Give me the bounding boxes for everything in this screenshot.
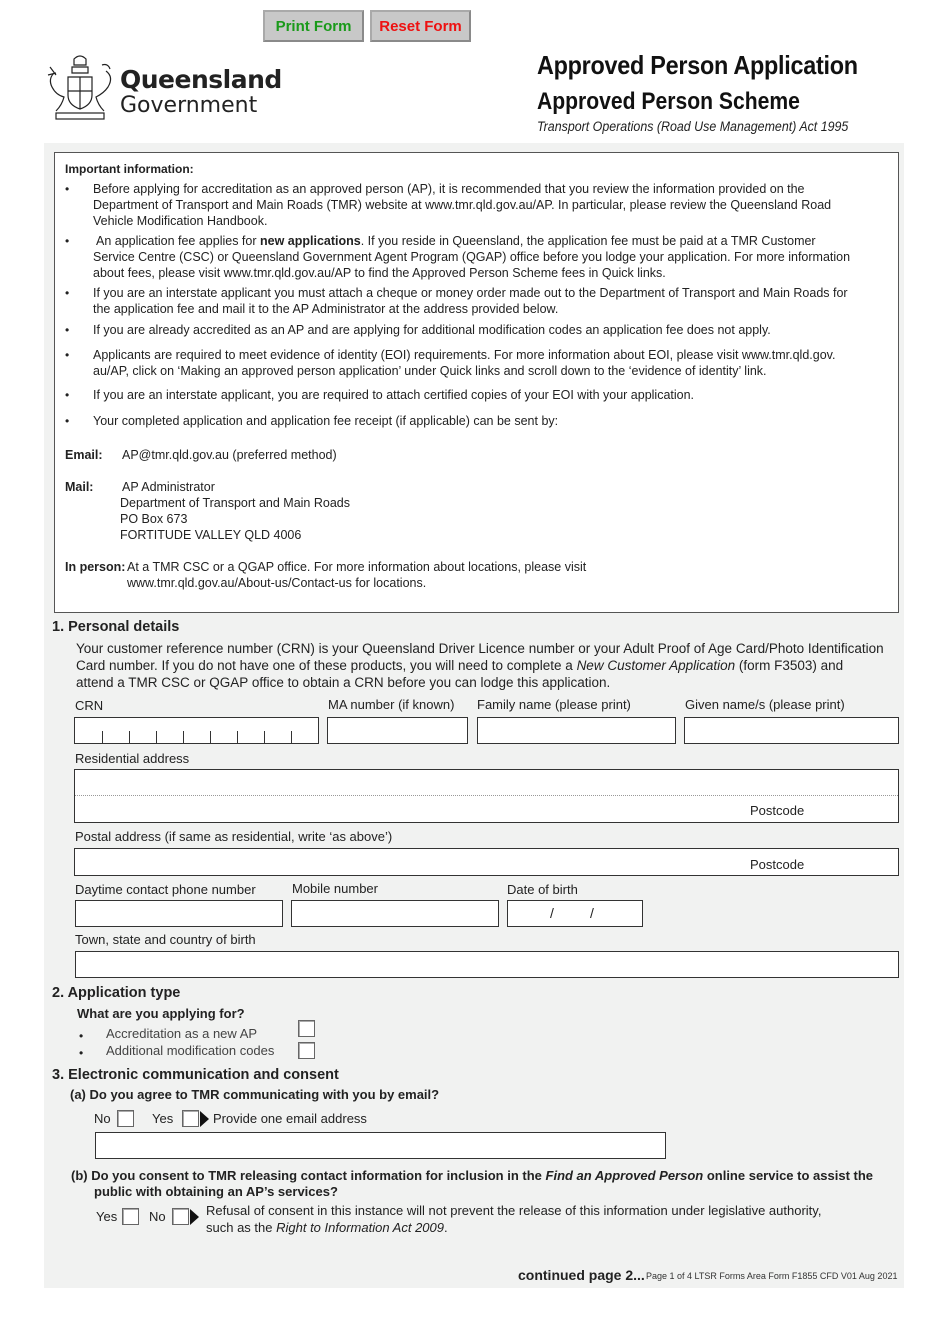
crn-digit-divider [210,731,211,743]
info-bullet-1-line-1: Before applying for accreditation as an approved person (AP), it is recommended that you review the information provided on the [93,182,805,196]
question-a-no-checkbox[interactable] [117,1110,134,1127]
bullet-icon: • [65,323,70,337]
info-heading: Important information: [65,162,194,176]
question-b-yes-label: Yes [96,1209,118,1224]
crn-digit-divider [129,731,130,743]
question-a: (a) Do you agree to TMR communicating with you by email? [70,1087,440,1102]
daytime-phone-input[interactable] [75,900,283,927]
mail-line-4: FORTITUDE VALLEY QLD 4006 [120,528,302,542]
info-bullet-7-line-1: Your completed application and application fee receipt (if applicable) can be sent by: [93,414,559,428]
reset-form-button[interactable]: Reset Form [370,10,471,42]
question-b-yes-checkbox[interactable] [122,1208,139,1225]
family-name-label: Family name (please print) [477,697,631,712]
crn-digit-divider [264,731,265,743]
given-names-label: Given name/s (please print) [685,697,845,712]
section-1-heading: 1. Personal details [52,619,180,635]
info-bullet-2-line-3: about fees, please visit www.tmr.qld.gov.au/AP to find the Approved Person Scheme fees in Quick links. [93,266,666,280]
info-bullet-2-line-1: An application fee applies for new applications. If you reside in Queensland, the application fee must be paid at a TMR Customer [96,234,816,248]
form-metadata: Page 1 of 4 LTSR Forms Area Form F1855 CFD V01 Aug 2021 [646,1271,898,1281]
bullet-icon: • [65,388,70,402]
arrow-right-icon [190,1209,199,1225]
crn-label: CRN [75,698,104,713]
bullet-icon: • [65,348,70,362]
dob-separator: / [550,905,554,921]
info-bullet-6-line-1: If you are an interstate applicant, you are required to attach certified copies of your EOI with your application. [93,388,695,402]
address-line-divider [75,795,898,796]
question-b-line-2: public with obtaining an AP’s services? [94,1184,338,1199]
info-bullet-3-line-2: the application fee and mail it to the AP Administrator at the address provided below. [93,302,559,316]
crn-digit-divider [183,731,184,743]
logo-text-government: Government [120,93,258,118]
info-bullet-1-line-2: Department of Transport and Main Roads (TMR) website at www.tmr.qld.gov.au/AP. In particular, please review the Queensland Road [93,198,832,212]
info-bullet-1-line-3: Vehicle Modification Handbook. [93,214,268,228]
email-address: AP@tmr.qld.gov.au (preferred method) [122,448,337,462]
email-address-input[interactable] [95,1132,666,1159]
family-name-input[interactable] [477,717,676,744]
bullet-icon: • [65,234,70,248]
daytime-phone-label: Daytime contact phone number [75,882,256,897]
bullet-icon: • [65,182,70,196]
legislation-reference: Transport Operations (Road Use Management) Act 1995 [537,119,849,134]
in-person-line-1: At a TMR CSC or a QGAP office. For more information about locations, please visit [127,560,587,574]
info-bullet-3-line-1: If you are an interstate applicant you must attach a cheque or money order made out to the Department of Transport and Main Roads for [93,286,848,300]
page-subtitle: Approved Person Scheme [537,88,800,115]
continued-page-note: continued page 2... [518,1267,645,1283]
bullet-icon: • [65,286,70,300]
birthplace-input[interactable] [75,951,899,978]
option-new-ap-label: Accreditation as a new AP [106,1026,258,1041]
info-bullet-5-line-2: au/AP, click on ‘Making an approved person application’ under Quick links and scroll down to the ‘evidence of identity’ link. [93,364,767,378]
option-new-ap-checkbox[interactable] [298,1020,315,1037]
residential-address-label: Residential address [75,751,190,766]
ma-number-input[interactable] [327,717,468,744]
crn-digit-divider [291,731,292,743]
mail-line-2: Department of Transport and Main Roads [120,496,350,510]
postal-address-label: Postal address (if same as residential, write ‘as above’) [75,829,393,844]
provide-email-label: Provide one email address [213,1111,367,1126]
question-a-yes-label: Yes [152,1111,174,1126]
postal-postcode-label: Postcode [750,857,805,872]
consent-note-line-1: Refusal of consent in this instance will not prevent the release of this information under legislative authority, [206,1203,822,1218]
crn-digit-divider [237,731,238,743]
date-of-birth-label: Date of birth [507,882,578,897]
info-bullet-4-line-1: If you are already accredited as an AP and are applying for additional modification codes an application fee does not apply. [93,323,771,337]
question-b-no-checkbox[interactable] [172,1208,189,1225]
residential-address-input[interactable] [74,769,899,823]
crn-input[interactable] [74,717,319,744]
queensland-government-logo [44,53,282,123]
mail-line-1: AP Administrator [122,480,215,494]
option-additional-codes-checkbox[interactable] [298,1042,315,1059]
question-a-yes-checkbox[interactable] [182,1110,199,1127]
section-1-intro-line-1: Your customer reference number (CRN) is your Queensland Driver Licence number or your Adult Proof of Age Card/Photo Identification [76,641,884,656]
crn-digit-divider [156,731,157,743]
logo-text-queensland: Queensland [120,65,282,94]
section-3-heading: 3. Electronic communication and consent [52,1067,339,1083]
dob-separator: / [590,905,594,921]
section-1-intro-line-3: attend a TMR CSC or QGAP office to obtain a CRN before you can lodge this application. [76,675,611,690]
bullet-icon: • [79,1029,84,1043]
question-b-no-label: No [149,1209,166,1224]
mobile-number-input[interactable] [291,900,499,927]
coat-of-arms-icon [44,53,116,123]
postal-address-input[interactable] [74,848,899,876]
section-2-question: What are you applying for? [77,1006,245,1021]
email-label: Email: [65,448,103,462]
consent-note-line-2: such as the Right to Information Act 2009. [206,1220,448,1235]
given-names-input[interactable] [684,717,899,744]
question-b-line-1: (b) Do you consent to TMR releasing contact information for inclusion in the Find an Approved Person online service to assist the [71,1168,874,1183]
mobile-number-label: Mobile number [292,881,378,896]
crn-digit-divider [102,731,103,743]
info-bullet-2-line-2: Service Centre (CSC) or Queensland Government Agent Program (QGAP) office before you lodge your application. For more information [93,250,851,264]
arrow-right-icon [200,1111,209,1127]
residential-postcode-label: Postcode [750,803,805,818]
ma-number-label: MA number (if known) [328,697,455,712]
date-of-birth-input[interactable] [507,900,643,927]
print-form-button[interactable]: Print Form [263,10,364,42]
mail-label: Mail: [65,480,94,494]
page-title: Approved Person Application [537,50,858,80]
bullet-icon: • [79,1046,84,1060]
option-additional-codes-label: Additional modification codes [106,1043,275,1058]
section-1-intro-line-2: Card number. If you do not have one of these products, you will need to complete a New Customer Application (form F3503) and [76,658,844,673]
in-person-line-2: www.tmr.qld.gov.au/About-us/Contact-us for locations. [127,576,427,590]
info-bullet-5-line-1: Applicants are required to meet evidence of identity (EOI) requirements. For more information about EOI, please visit www.tmr.qld.gov. [93,348,836,362]
birthplace-label: Town, state and country of birth [75,932,256,947]
in-person-label: In person: [65,560,126,574]
bullet-icon: • [65,414,70,428]
section-2-heading: 2. Application type [52,985,181,1001]
question-a-no-label: No [94,1111,111,1126]
mail-line-3: PO Box 673 [120,512,188,526]
